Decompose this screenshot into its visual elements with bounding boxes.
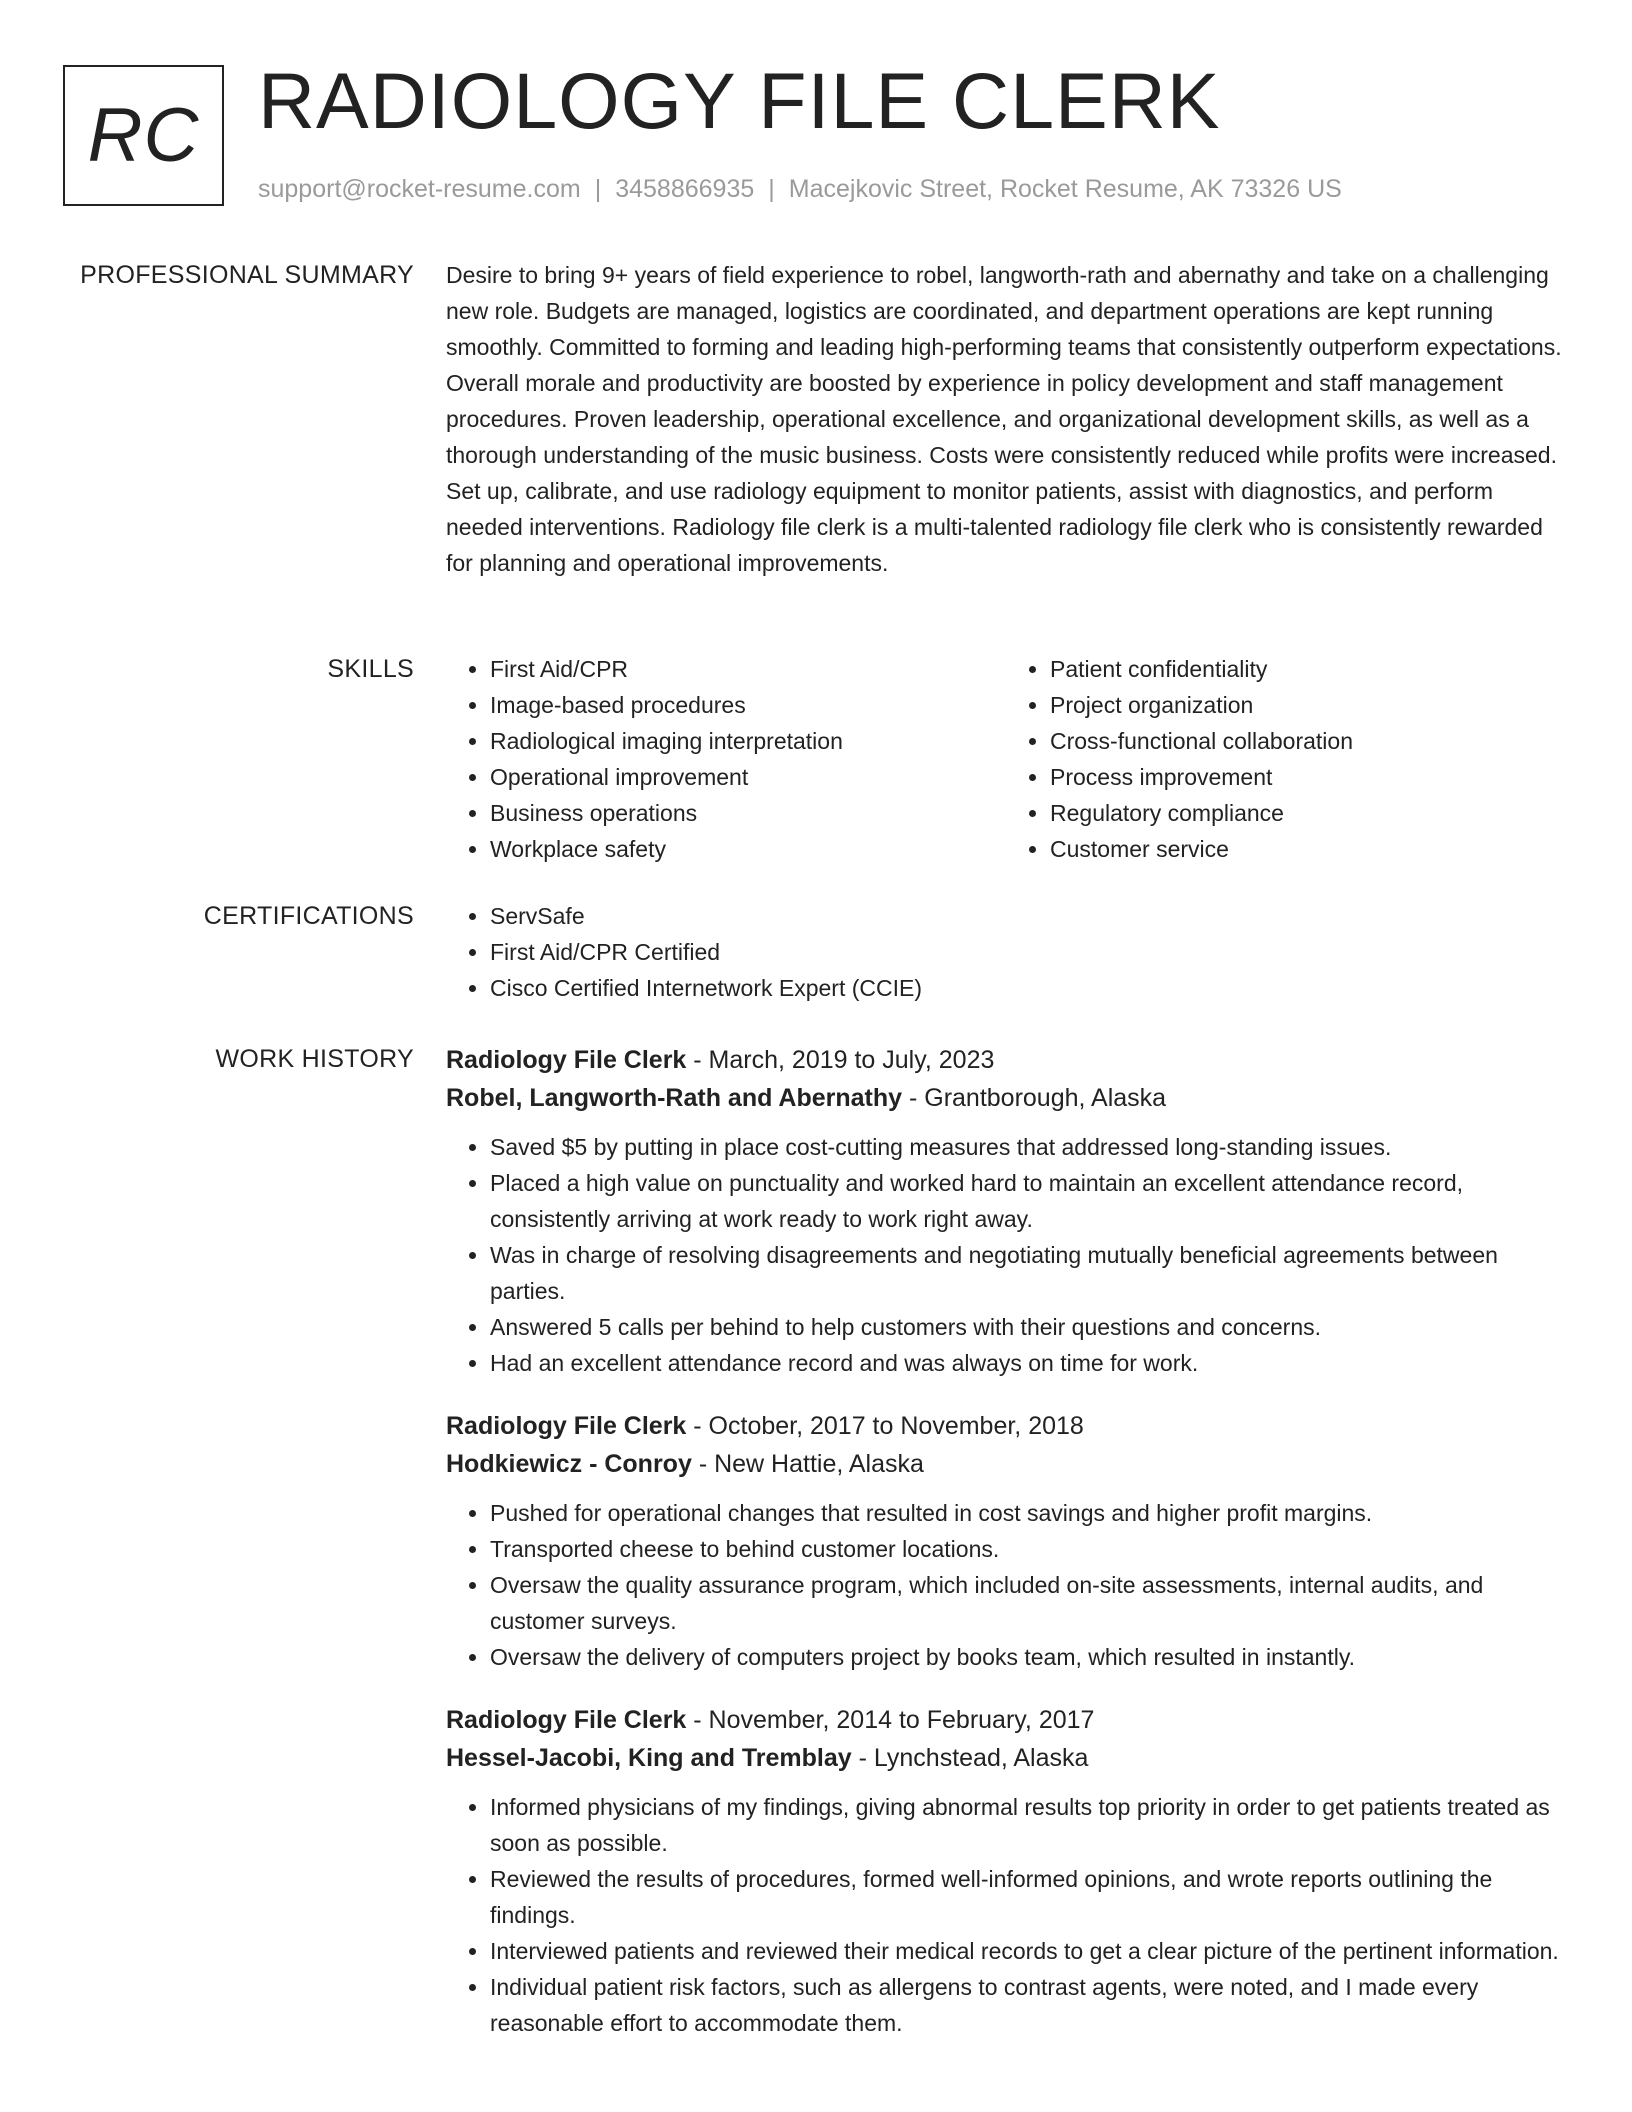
certifications-list [446, 898, 1566, 1006]
certification-item: • First Aid/CPR Certified [490, 934, 1566, 970]
company-name: Hessel-Jacobi, King and Tremblay [446, 1744, 852, 1772]
company-location: - New Hattie, Alaska [691, 1450, 924, 1478]
job-bullet: • Transported cheese to behind customer locations. [490, 1531, 1566, 1567]
skill-item: • Workplace safety [490, 831, 1006, 867]
job-entry [446, 1701, 1566, 2041]
skills-list-right [1006, 651, 1566, 867]
skill-item: • First Aid/CPR [490, 651, 1006, 687]
job-dates: - November, 2014 to February, 2017 [686, 1706, 1095, 1734]
resume-name: RADIOLOGY FILE CLERK [258, 56, 1221, 145]
skill-item: • Patient confidentiality [1050, 651, 1566, 687]
skill-item: • Project organization [1050, 687, 1566, 723]
job-bullet: • Saved $5 by putting in place cost-cutting measures that addressed long-standing issues. [490, 1129, 1566, 1165]
skills-list-left [446, 651, 1006, 867]
job-dates: - March, 2019 to July, 2023 [686, 1046, 995, 1074]
job-bullet: • Individual patient risk factors, such as allergens to contrast agents, were noted, and I made every reasonable effort to accommodate them. [490, 1969, 1566, 2041]
company-location: - Lynchstead, Alaska [851, 1744, 1089, 1772]
job-entry [446, 1407, 1566, 1675]
job-title-line [446, 1407, 1566, 1445]
job-bullet: • Had an excellent attendance record and was always on time for work. [490, 1345, 1566, 1381]
contact-email: support@rocket-resume.com [258, 175, 581, 203]
initials: RC [87, 93, 200, 178]
job-bullet: • Was in charge of resolving disagreements and negotiating mutually beneficial agreements between parties. [490, 1237, 1566, 1309]
monogram-box [63, 65, 224, 206]
job-bullet: • Oversaw the quality assurance program, which included on-site assessments, internal audits, and customer surveys. [490, 1567, 1566, 1639]
job-bullet: • Placed a high value on punctuality and worked hard to maintain an excellent attendance record, consistently arriving at work ready to work right away. [490, 1165, 1566, 1237]
skill-item: • Business operations [490, 795, 1006, 831]
job-title-line [446, 1701, 1566, 1739]
job-dates: - October, 2017 to November, 2018 [686, 1412, 1084, 1440]
skill-item: • Radiological imaging interpretation [490, 723, 1006, 759]
job-bullets [446, 1495, 1566, 1675]
certifications-heading: CERTIFICATIONS [203, 902, 414, 930]
skill-item: • Process improvement [1050, 759, 1566, 795]
skill-item: • Customer service [1050, 831, 1566, 867]
job-bullets [446, 1129, 1566, 1381]
contact-line [258, 175, 1342, 204]
work-history-body [446, 1041, 1566, 2067]
job-entry [446, 1041, 1566, 1381]
skill-item: • Cross-functional collaboration [1050, 723, 1566, 759]
skill-item: • Regulatory compliance [1050, 795, 1566, 831]
contact-address: Macejkovic Street, Rocket Resume, AK 73326 US [788, 175, 1342, 203]
company-name: Robel, Langworth-Rath and Abernathy [446, 1084, 903, 1112]
skill-item: • Image-based procedures [490, 687, 1006, 723]
company-name: Hodkiewicz - Conroy [446, 1450, 692, 1478]
skills-heading: SKILLS [327, 655, 414, 683]
job-bullet: • Answered 5 calls per behind to help customers with their questions and concerns. [490, 1309, 1566, 1345]
job-bullet: • Informed physicians of my findings, giving abnormal results top priority in order to get patients treated as soon as possible. [490, 1789, 1566, 1861]
summary-text: Desire to bring 9+ years of field experience to robel, langworth-rath and abernathy and take on a challenging new role. Budgets are managed, logistics are coordinated, and department operations are kept running smoothly. Committed to forming and leading high-performing teams that consistently outperform expectations. Overall morale and productivity are boosted by experience in policy development and staff management procedures. Proven leadership, operational excellence, and organizational development skills, as well as a thorough understanding of the music business. Costs were consistently reduced while profits were increased. Set up, calibrate, and use radiology equipment to monitor patients, assist with diagnostics, and perform needed interventions. Radiology file clerk is a multi-talented radiology file clerk who is consistently rewarded for planning and operational improvements. [446, 262, 1562, 576]
company-line [446, 1445, 1566, 1483]
contact-separator: | [768, 175, 775, 203]
certification-item: • ServSafe [490, 898, 1566, 934]
contact-phone: 3458866935 [615, 175, 755, 203]
job-bullet: • Oversaw the delivery of computers project by books team, which resulted in instantly. [490, 1639, 1566, 1675]
job-title: Radiology File Clerk [446, 1412, 687, 1440]
summary-heading: PROFESSIONAL SUMMARY [80, 261, 414, 289]
job-bullet: • Interviewed patients and reviewed their medical records to get a clear picture of the pertinent information. [490, 1933, 1566, 1969]
certifications-body [446, 898, 1566, 1006]
job-bullet: • Pushed for operational changes that resulted in cost savings and higher profit margins. [490, 1495, 1566, 1531]
contact-separator: | [594, 175, 602, 203]
work-history-heading: WORK HISTORY [215, 1045, 414, 1073]
job-bullets [446, 1789, 1566, 2041]
job-bullet: • Reviewed the results of procedures, formed well-informed opinions, and wrote reports outlining the findings. [490, 1861, 1566, 1933]
job-title: Radiology File Clerk [446, 1046, 687, 1074]
job-title: Radiology File Clerk [446, 1706, 687, 1734]
summary-body [446, 257, 1566, 581]
job-title-line [446, 1041, 1566, 1079]
certification-item: • Cisco Certified Internetwork Expert (CCIE) [490, 970, 1566, 1006]
company-location: - Grantborough, Alaska [902, 1084, 1167, 1112]
company-line [446, 1079, 1566, 1117]
company-line [446, 1739, 1566, 1777]
skills-body [446, 651, 1566, 867]
skill-item: • Operational improvement [490, 759, 1006, 795]
